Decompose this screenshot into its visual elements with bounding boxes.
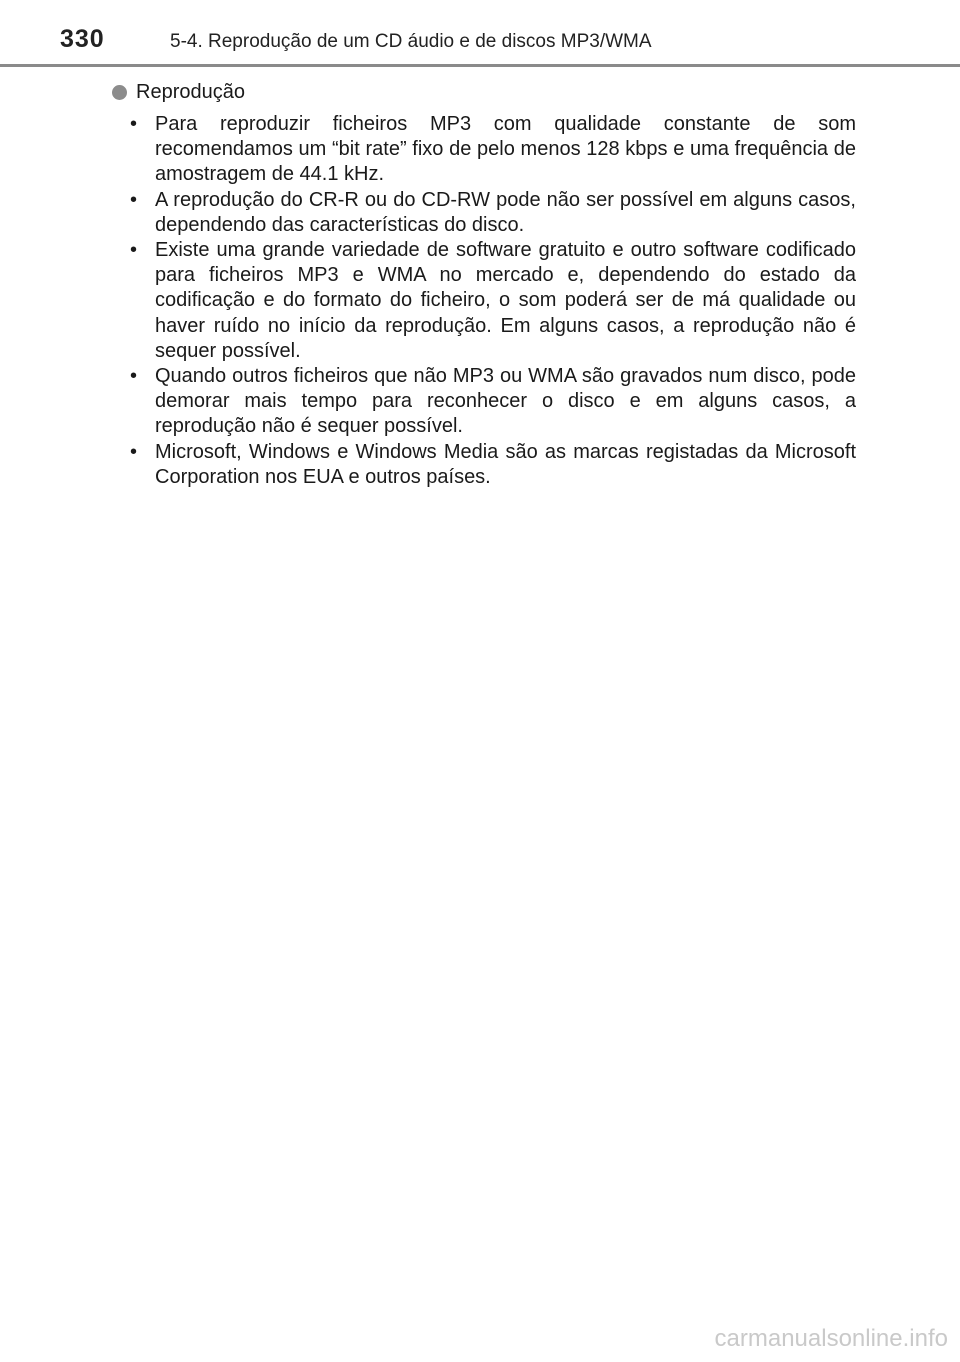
list-item xyxy=(112,188,856,238)
list-item xyxy=(112,112,856,188)
topic-heading xyxy=(112,78,856,106)
list-item-text: Quando outros ficheiros que não MP3 ou WMA são gravados num disco, pode demorar mais tempo para reconhecer o disco e em alguns casos, a reprodução não é sequer possível. xyxy=(155,365,856,438)
list-item-text: Para reproduzir ficheiros MP3 com qualidade constante de som recomendamos um “bit rate” fixo de pelo menos 128 kbps e uma frequência de amostragem de 44.1 kHz. xyxy=(155,113,856,186)
page-number: 330 xyxy=(60,25,105,53)
bullet-list xyxy=(112,112,856,490)
watermark: carmanualsonline.info xyxy=(714,1325,948,1352)
bullet-dot-icon: • xyxy=(130,188,138,211)
list-item-text: Microsoft, Windows e Windows Media são as marcas registadas da Microsoft Corporation nos EUA e outros países. xyxy=(155,440,856,488)
page-content xyxy=(112,78,856,490)
section-title: 5-4. Reprodução de um CD áudio e de discos MP3/WMA xyxy=(170,31,652,52)
circle-bullet-icon xyxy=(112,85,127,100)
list-item xyxy=(112,440,856,490)
header-divider xyxy=(0,64,960,67)
list-item xyxy=(112,238,856,364)
bullet-dot-icon: • xyxy=(130,440,138,463)
bullet-dot-icon: • xyxy=(130,239,138,262)
list-item-text: Existe uma grande variedade de software gratuito e outro software codificado para ficheiros MP3 e WMA no mercado e, dependendo do estado da codificação e do formato do ficheiro, o som poderá ser de má qualidade ou haver ruído no início da reprodução. Em alguns casos, a reprodução não é sequer possível. xyxy=(155,239,856,362)
page-header xyxy=(0,0,960,70)
list-item-text: A reprodução do CR-R ou do CD-RW pode não ser possível em alguns casos, dependendo das características do disco. xyxy=(155,188,856,236)
topic-label: Reprodução xyxy=(136,81,245,103)
list-item xyxy=(112,364,856,440)
bullet-dot-icon: • xyxy=(130,365,138,388)
bullet-dot-icon: • xyxy=(130,113,138,135)
